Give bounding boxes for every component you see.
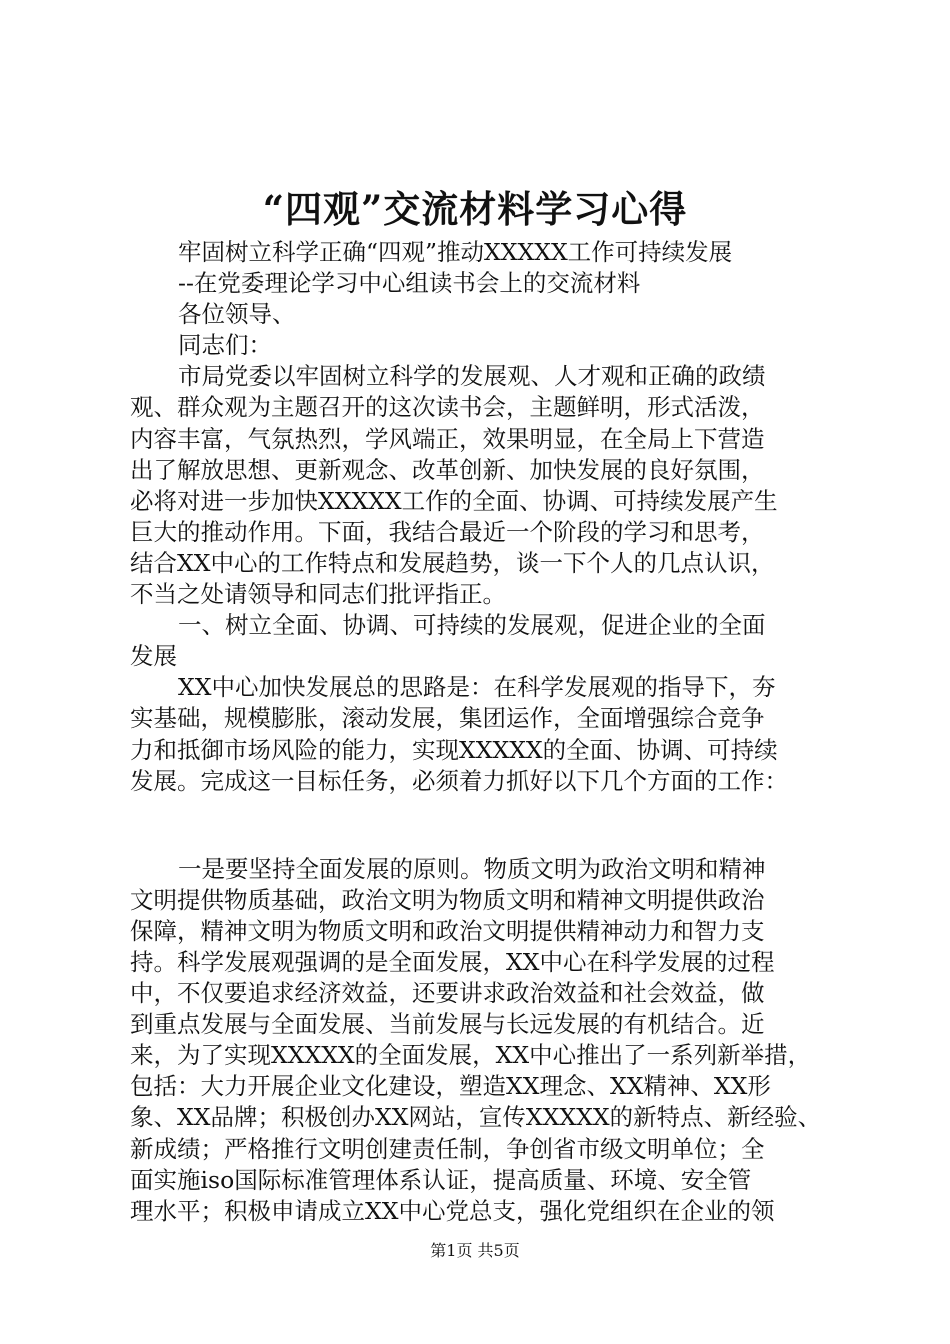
paragraph-line: 市局党委以牢固树立科学的发展观、人才观和正确的政绩: [178, 362, 766, 391]
salutation-line: 各位领导、: [178, 300, 296, 329]
paragraph-line: 中，不仅要追求经济效益，还要讲求政治效益和社会效益，做: [130, 979, 765, 1008]
paragraph-line: 力和抵御市场风险的能力，实现XXXXX的全面、协调、可持续: [130, 735, 778, 764]
paragraph-line: 面实施iso国际标准管理体系认证，提高质量、环境、安全管: [130, 1165, 752, 1194]
paragraph-gap: [130, 797, 838, 854]
paragraph-line: 包括：大力开展企业文化建设，塑造XX理念、XX精神、XX形: [130, 1072, 771, 1101]
section-heading-line: 发展: [130, 642, 177, 671]
paragraph-line: 发展。完成这一目标任务，必须着力抓好以下几个方面的工作：: [130, 766, 788, 795]
subtitle-line: --在党委理论学习中心组读书会上的交流材料: [178, 269, 641, 298]
paragraph-line: 巨大的推动作用。下面，我结合最近一个阶段的学习和思考，: [130, 517, 765, 546]
paragraph-line: 文明提供物质基础，政治文明为物质文明和精神文明提供政治: [130, 885, 765, 914]
paragraph-line: 来，为了实现XXXXX的全面发展，XX中心推出了一系列新举措，: [130, 1041, 812, 1070]
page-number-footer: 第1页 共5页: [430, 1241, 520, 1260]
paragraph-line: 到重点发展与全面发展、当前发展与长远发展的有机结合。近: [130, 1010, 765, 1039]
paragraph-line: 一是要坚持全面发展的原则。物质文明为政治文明和精神: [178, 854, 766, 883]
paragraph-line: 观、群众观为主题召开的这次读书会，主题鲜明，形式活泼，: [130, 393, 765, 422]
salutation-line: 同志们：: [178, 331, 272, 360]
paragraph-line: 新成绩；严格推行文明创建责任制，争创省市级文明单位；全: [130, 1134, 765, 1163]
subtitle-line: 牢固树立科学正确“四观”推动XXXXX工作可持续发展: [178, 238, 733, 266]
paragraph-line: 象、XX品牌；积极创办XX网站，宣传XXXXX的新特点、新经验、: [130, 1103, 822, 1132]
paragraph-line: 实基础，规模膨胀，滚动发展，集团运作，全面增强综合竞争: [130, 704, 765, 733]
paragraph-line: 内容丰富，气氛热烈，学风端正，效果明显，在全局上下营造: [130, 424, 765, 453]
document-body: [130, 237, 838, 1227]
paragraph-line: 出了解放思想、更新观念、改革创新、加快发展的良好氛围，: [130, 455, 765, 484]
paragraph-line: 理水平；积极申请成立XX中心党总支，强化党组织在企业的领: [130, 1196, 775, 1225]
paragraph-line: 结合XX中心的工作特点和发展趋势，谈一下个人的几点认识，: [130, 548, 775, 577]
paragraph-line: 持。科学发展观强调的是全面发展，XX中心在科学发展的过程: [130, 947, 775, 976]
paragraph-line: 必将对进一步加快XXXXX工作的全面、协调、可持续发展产生: [130, 486, 778, 515]
document-title: “四观”交流材料学习心得: [262, 187, 688, 231]
paragraph-line: XX中心加快发展总的思路是：在科学发展观的指导下，夯: [178, 673, 776, 702]
section-heading-line: 一、树立全面、协调、可持续的发展观，促进企业的全面: [178, 611, 766, 640]
paragraph-line: 保障，精神文明为物质文明和政治文明提供精神动力和智力支: [130, 916, 765, 945]
paragraph-line: 不当之处请领导和同志们批评指正。: [130, 580, 506, 609]
